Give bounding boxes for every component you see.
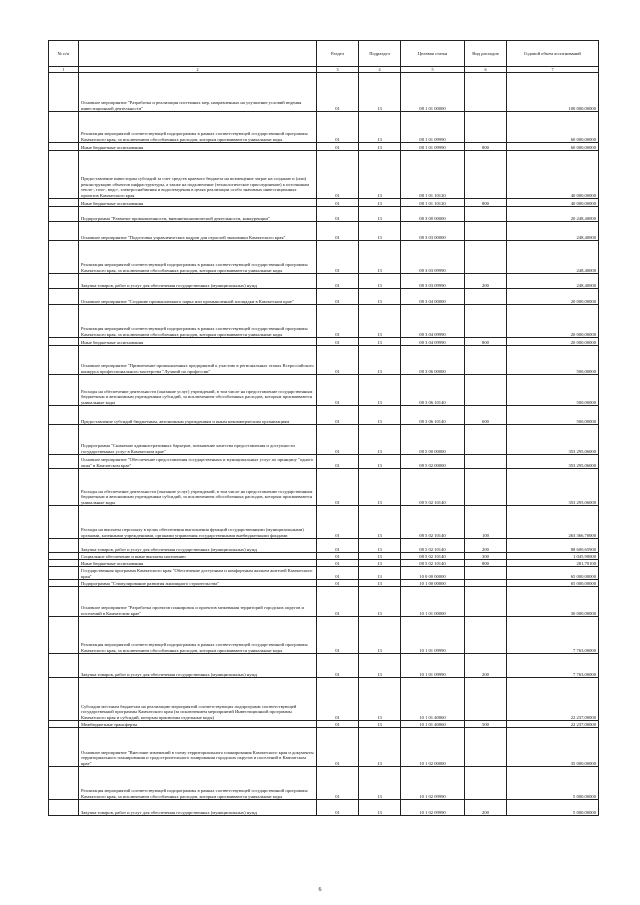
row-name: Основное мероприятие "Разработка проектов планировок и проектов межевания территорий городских округов и поселений в Камчатском крае"	[79, 587, 317, 617]
row-subsection: 13	[359, 274, 401, 289]
row-name: Реализация мероприятий соответствующей подпрограммы в рамках соответствующей государственной программы Камчатского края, за исключением обособленных расходов, которым присваиваются уникальные коды	[79, 617, 317, 654]
row-expense-type	[465, 567, 507, 580]
header-num: № п/п	[49, 41, 79, 67]
row-subsection: 13	[359, 406, 401, 425]
row-target: 10 1 01 40060	[401, 721, 465, 728]
table-row	[49, 406, 599, 425]
row-name: Расходы на выплаты персоналу в целях обеспечения выполнения функций государственными (муниципальными) органами, казенными учреждениями, органами управления государственными внебюджетными фондами	[79, 506, 317, 539]
row-section: 01	[317, 617, 359, 654]
table-row	[49, 506, 599, 539]
column-number: 3	[317, 67, 359, 73]
row-name: Закупка товаров, работ и услуг для обеспечения государственных (муниципальных) нужд	[79, 274, 317, 289]
row-target: 08 3 00 00000	[401, 207, 465, 222]
row-subsection: 13	[359, 338, 401, 346]
row-target: 08 5 02 10140	[401, 539, 465, 553]
row-subsection: 13	[359, 112, 401, 143]
row-number	[49, 346, 79, 375]
row-section: 01	[317, 73, 359, 112]
row-amount: 60 000,00000	[507, 112, 599, 143]
table-row	[49, 767, 599, 800]
row-expense-type	[465, 728, 507, 767]
row-subsection: 13	[359, 241, 401, 274]
row-name: Реализация мероприятий соответствующей подпрограммы в рамках соответствующей государственной программы Камчатского края, за исключением обособленных расходов, которым присваиваются уникальные коды	[79, 241, 317, 274]
row-amount: 40 000,00000	[507, 199, 599, 207]
table-row	[49, 567, 599, 580]
row-target: 08 5 02 10140	[401, 469, 465, 506]
row-number	[49, 305, 79, 338]
row-expense-type	[465, 305, 507, 338]
row-name: Иные бюджетные ассигнования	[79, 560, 317, 567]
row-target: 10 1 01 40060	[401, 678, 465, 721]
row-amount: 35 000,00000	[507, 728, 599, 767]
row-subsection: 13	[359, 143, 401, 151]
row-expense-type	[465, 207, 507, 222]
row-name: Социальное обеспечение и иные выплаты населению	[79, 553, 317, 560]
row-amount: 40 000,00000	[507, 151, 599, 199]
row-subsection: 13	[359, 207, 401, 222]
row-target: 08 1 01 10120	[401, 199, 465, 207]
table-row	[49, 539, 599, 553]
table-row	[49, 151, 599, 199]
row-expense-type: 800	[465, 199, 507, 207]
row-name: Иные бюджетные ассигнования	[79, 143, 317, 151]
row-subsection: 13	[359, 506, 401, 539]
row-amount: 353 295,06000	[507, 455, 599, 469]
row-expense-type: 200	[465, 274, 507, 289]
row-section: 01	[317, 289, 359, 305]
row-subsection: 13	[359, 151, 401, 199]
row-section: 01	[317, 587, 359, 617]
row-subsection: 13	[359, 567, 401, 580]
row-name: Подпрограмма "Стимулирование развития жилищного строительства"	[79, 580, 317, 587]
row-target: 08 1 01 00000	[401, 73, 465, 112]
row-number	[49, 553, 79, 560]
column-number: 6	[465, 67, 507, 73]
row-target: 10 1 01 09990	[401, 617, 465, 654]
row-number	[49, 143, 79, 151]
row-amount: 5 000,00000	[507, 800, 599, 816]
row-expense-type: 800	[465, 560, 507, 567]
row-expense-type	[465, 346, 507, 375]
table-row	[49, 678, 599, 721]
row-name: Закупка товаров, работ и услуг для обеспечения государственных (муниципальных) нужд	[79, 800, 317, 816]
row-target: 10 1 02 09990	[401, 767, 465, 800]
row-name: Основное мероприятие "Создание промышленного парка или промышленной площадки в Камчатском крае"	[79, 289, 317, 305]
row-number	[49, 539, 79, 553]
row-expense-type	[465, 767, 507, 800]
row-number	[49, 560, 79, 567]
row-target: 08 5 02 10140	[401, 506, 465, 539]
table-row	[49, 305, 599, 338]
row-number	[49, 274, 79, 289]
header-subsection: Подраздел	[359, 41, 401, 67]
column-number: 5	[401, 67, 465, 73]
table-row	[49, 455, 599, 469]
row-section: 01	[317, 580, 359, 587]
row-subsection: 13	[359, 800, 401, 816]
row-target: 10 1 02 00000	[401, 728, 465, 767]
table-row	[49, 222, 599, 241]
row-subsection: 13	[359, 375, 401, 406]
row-amount: 22 237,00000	[507, 678, 599, 721]
row-section: 01	[317, 151, 359, 199]
row-number	[49, 617, 79, 654]
table-row	[49, 553, 599, 560]
row-section: 01	[317, 767, 359, 800]
row-section: 01	[317, 721, 359, 728]
row-target: 08 3 04 09990	[401, 338, 465, 346]
table-row	[49, 721, 599, 728]
row-expense-type	[465, 151, 507, 199]
row-target: 08 3 03 09990	[401, 241, 465, 274]
row-section: 01	[317, 199, 359, 207]
column-number: 2	[79, 67, 317, 73]
row-subsection: 13	[359, 469, 401, 506]
row-amount: 500,00000	[507, 375, 599, 406]
table-row	[49, 73, 599, 112]
row-section: 01	[317, 728, 359, 767]
row-amount: 65 000,00000	[507, 580, 599, 587]
row-name: Подпрограмма "Развитие промышленности, внешнеэкономической деятельности, конкуренции"	[79, 207, 317, 222]
row-subsection: 13	[359, 222, 401, 241]
row-name: Расходы на обеспечение деятельности (оказание услуг) учреждений, в том числе на предоставление государственным бюджетным и автономным учреждениям субсидий, за исключением обособленных расходов, которым присваиваются уникальные коды	[79, 375, 317, 406]
row-number	[49, 112, 79, 143]
row-name: Расходы на обеспечение деятельности (оказание услуг) учреждений, в том числе на предоставление государственным бюджетным и автономным учреждениям субсидий, за исключением обособленных расходов, которым присваиваются уникальные коды	[79, 469, 317, 506]
row-target: 10 1 00 00000	[401, 580, 465, 587]
column-number: 4	[359, 67, 401, 73]
row-name: Межбюджетные трансферты	[79, 721, 317, 728]
row-subsection: 13	[359, 305, 401, 338]
row-amount: 263 366,70000	[507, 506, 599, 539]
row-expense-type	[465, 375, 507, 406]
row-subsection: 13	[359, 721, 401, 728]
row-subsection: 13	[359, 539, 401, 553]
table-row	[49, 580, 599, 587]
row-section: 01	[317, 305, 359, 338]
row-amount: 88 600,65900	[507, 539, 599, 553]
row-target: 08 3 06 00000	[401, 346, 465, 375]
row-expense-type: 800	[465, 143, 507, 151]
row-target: 08 3 04 00000	[401, 289, 465, 305]
table-row	[49, 241, 599, 274]
header-name	[79, 41, 317, 67]
row-expense-type	[465, 580, 507, 587]
row-expense-type: 200	[465, 539, 507, 553]
table-row	[49, 800, 599, 816]
row-number	[49, 289, 79, 305]
table-row	[49, 469, 599, 506]
row-section: 01	[317, 469, 359, 506]
row-name: Реализация мероприятий соответствующей подпрограммы в рамках соответствующей государственной программы Камчатского края, за исключением обособленных расходов, которым присваиваются уникальные коды	[79, 767, 317, 800]
table-row	[49, 338, 599, 346]
row-target: 10 1 02 09990	[401, 800, 465, 816]
row-section: 01	[317, 346, 359, 375]
row-name: Основное мероприятие "Привлечение промышленных предприятий к участию в региональных этапах Всероссийского конкурса профессионального мастерства "Лучший по профессии"	[79, 346, 317, 375]
row-name: Предоставление субсидий бюджетным, автономным учреждениям и иным некоммерческим организациям	[79, 406, 317, 425]
row-subsection: 13	[359, 73, 401, 112]
row-name: Государственная программа Камчатского края "Обеспечение доступным и комфортным жильем жителей Камчатского края"	[79, 567, 317, 580]
row-subsection: 13	[359, 617, 401, 654]
row-target: 08 3 04 09990	[401, 305, 465, 338]
row-section: 01	[317, 567, 359, 580]
row-amount: 353 295,06000	[507, 425, 599, 455]
row-amount: 20 000,00000	[507, 305, 599, 338]
table-row	[49, 654, 599, 678]
row-amount: 20 000,00000	[507, 289, 599, 305]
row-expense-type	[465, 469, 507, 506]
row-name: Закупка товаров, работ и услуг для обеспечения государственных (муниципальных) нужд	[79, 654, 317, 678]
row-number	[49, 469, 79, 506]
page-number: 6	[318, 887, 322, 893]
table-row	[49, 346, 599, 375]
row-expense-type	[465, 617, 507, 654]
row-number	[49, 587, 79, 617]
table-row	[49, 289, 599, 305]
row-section: 01	[317, 143, 359, 151]
row-number	[49, 338, 79, 346]
column-number: 1	[49, 67, 79, 73]
row-target: 10 0 00 00000	[401, 567, 465, 580]
table-row	[49, 143, 599, 151]
table-row	[49, 207, 599, 222]
row-name: Иные бюджетные ассигнования	[79, 338, 317, 346]
row-target: 08 5 02 00000	[401, 455, 465, 469]
row-number	[49, 654, 79, 678]
row-section: 01	[317, 112, 359, 143]
row-subsection: 13	[359, 678, 401, 721]
row-expense-type	[465, 678, 507, 721]
row-amount: 65 000,00000	[507, 567, 599, 580]
budget-table	[48, 40, 599, 816]
row-target: 08 5 02 10140	[401, 553, 465, 560]
row-subsection: 13	[359, 587, 401, 617]
row-expense-type	[465, 241, 507, 274]
row-name: Реализация мероприятий соответствующей подпрограммы в рамках соответствующей государственной программы Камчатского края, за исключением обособленных расходов, которым присваиваются уникальные коды	[79, 305, 317, 338]
row-section: 01	[317, 506, 359, 539]
row-name: Основное мероприятие "Подготовка управленческих кадров для отраслей экономики Камчатского края"	[79, 222, 317, 241]
row-name: Подпрограмма "Снижение административных барьеров, повышение качества предоставления и доступности государственных услуг в Камчатском крае"	[79, 425, 317, 455]
table-row	[49, 375, 599, 406]
row-amount: 500,00000	[507, 406, 599, 425]
row-amount: 281,70100	[507, 560, 599, 567]
row-section: 01	[317, 274, 359, 289]
row-number	[49, 767, 79, 800]
row-subsection: 13	[359, 346, 401, 375]
row-expense-type: 500	[465, 721, 507, 728]
table-row	[49, 199, 599, 207]
row-section: 01	[317, 425, 359, 455]
row-number	[49, 678, 79, 721]
table-row	[49, 617, 599, 654]
row-name: Закупка товаров, работ и услуг для обеспечения государственных (муниципальных) нужд	[79, 539, 317, 553]
table-body	[49, 73, 599, 816]
row-target: 10 1 01 09990	[401, 654, 465, 678]
row-number	[49, 375, 79, 406]
row-expense-type	[465, 73, 507, 112]
row-section: 01	[317, 222, 359, 241]
row-subsection: 13	[359, 425, 401, 455]
row-amount: 7 763,00000	[507, 654, 599, 678]
table-row	[49, 728, 599, 767]
row-number	[49, 580, 79, 587]
header-amount: Годовой объем ассигнований	[507, 41, 599, 67]
table-row	[49, 425, 599, 455]
row-expense-type: 800	[465, 338, 507, 346]
row-amount: 1 045,90000	[507, 553, 599, 560]
row-subsection: 13	[359, 199, 401, 207]
header-target: Целевая статья	[401, 41, 465, 67]
row-section: 01	[317, 553, 359, 560]
row-section: 01	[317, 654, 359, 678]
row-section: 01	[317, 560, 359, 567]
row-subsection: 13	[359, 728, 401, 767]
row-number	[49, 728, 79, 767]
row-name: Иные бюджетные ассигнования	[79, 199, 317, 207]
row-number	[49, 506, 79, 539]
header-expense-type: Вид расходов	[465, 41, 507, 67]
row-amount: 30 000,00000	[507, 587, 599, 617]
row-section: 01	[317, 800, 359, 816]
row-number	[49, 73, 79, 112]
row-section: 01	[317, 241, 359, 274]
row-subsection: 13	[359, 767, 401, 800]
row-subsection: 13	[359, 654, 401, 678]
row-section: 01	[317, 455, 359, 469]
row-name: Основное мероприятие "Внесение изменений в схему территориального планирования Камчатского края и документы территориального планирования и градостроительного зонирования городских округов и поселений в Камчатском крае"	[79, 728, 317, 767]
row-number	[49, 151, 79, 199]
row-target: 08 3 06 10140	[401, 375, 465, 406]
row-section: 01	[317, 678, 359, 721]
row-expense-type	[465, 425, 507, 455]
row-number	[49, 567, 79, 580]
row-number	[49, 241, 79, 274]
row-target: 10 1 01 00000	[401, 587, 465, 617]
row-target: 08 3 03 09990	[401, 274, 465, 289]
row-target: 08 3 06 10140	[401, 406, 465, 425]
row-name: Субсидии местным бюджетам на реализацию мероприятий соответствующих подпрограмм соответствующей государственной программы Камчатского края (за исключением мероприятий Инвестиционной программы Камчатского края и субсидий, которым присвоены отдельные коды)	[79, 678, 317, 721]
row-expense-type: 200	[465, 800, 507, 816]
row-amount: 500,00000	[507, 346, 599, 375]
row-section: 01	[317, 406, 359, 425]
row-subsection: 13	[359, 455, 401, 469]
row-subsection: 13	[359, 580, 401, 587]
row-expense-type: 600	[465, 406, 507, 425]
column-number: 7	[507, 67, 599, 73]
table-row	[49, 274, 599, 289]
row-section: 01	[317, 539, 359, 553]
row-expense-type	[465, 587, 507, 617]
row-number	[49, 199, 79, 207]
row-amount: 353 295,06000	[507, 469, 599, 506]
table-row	[49, 560, 599, 567]
row-target: 08 3 03 00000	[401, 222, 465, 241]
row-section: 01	[317, 375, 359, 406]
row-expense-type	[465, 112, 507, 143]
row-name: Основное мероприятие "Обеспечение предоставления государственных и муниципальных услуг по принципу "одного окна" в Камчатском крае"	[79, 455, 317, 469]
row-amount: 60 000,00000	[507, 143, 599, 151]
row-target: 08 5 02 10140	[401, 560, 465, 567]
table-row	[49, 587, 599, 617]
row-section: 01	[317, 207, 359, 222]
row-subsection: 13	[359, 553, 401, 560]
row-target: 08 1 01 09990	[401, 112, 465, 143]
row-expense-type	[465, 289, 507, 305]
row-number	[49, 455, 79, 469]
row-expense-type	[465, 222, 507, 241]
row-subsection: 13	[359, 289, 401, 305]
row-number	[49, 207, 79, 222]
row-number	[49, 800, 79, 816]
row-amount: 248,40000	[507, 274, 599, 289]
row-number	[49, 721, 79, 728]
row-amount: 248,40000	[507, 222, 599, 241]
row-amount: 248,40000	[507, 241, 599, 274]
row-expense-type: 300	[465, 553, 507, 560]
row-target: 08 1 01 09990	[401, 143, 465, 151]
row-amount: 20 248,40000	[507, 207, 599, 222]
row-amount: 22 237,00000	[507, 721, 599, 728]
row-section: 01	[317, 338, 359, 346]
row-amount: 7 763,00000	[507, 617, 599, 654]
row-amount: 20 000,00000	[507, 338, 599, 346]
table-row	[49, 112, 599, 143]
row-subsection: 13	[359, 560, 401, 567]
row-name: Предоставление инвесторам субсидий за счет средств краевого бюджета на возмещение затрат на создание и (или) реконструкцию объектов инфраструктуры, а также на подключение (технологическое присоединение) к источникам тепло-, газо-, водо-, электроснабжения и водоотведения в целях реализации особо значимых инвестиционных проектов Камчатского края	[79, 151, 317, 199]
row-target: 08 1 01 10120	[401, 151, 465, 199]
row-target: 08 5 00 00000	[401, 425, 465, 455]
row-expense-type: 100	[465, 506, 507, 539]
row-number	[49, 222, 79, 241]
table-header-row	[49, 41, 599, 67]
row-amount: 100 000,00000	[507, 73, 599, 112]
row-amount: 5 000,00000	[507, 767, 599, 800]
row-expense-type	[465, 455, 507, 469]
row-expense-type: 200	[465, 654, 507, 678]
row-number	[49, 425, 79, 455]
header-section: Раздел	[317, 41, 359, 67]
row-name: Реализация мероприятий соответствующей подпрограммы в рамках соответствующей государственной программы Камчатского края, за исключением обособленных расходов, которым присваиваются уникальные коды	[79, 112, 317, 143]
row-number	[49, 406, 79, 425]
row-name: Основное мероприятие "Разработка и реализация системных мер, направленных на улучшение условий ведения инвестиционной деятельности"	[79, 73, 317, 112]
